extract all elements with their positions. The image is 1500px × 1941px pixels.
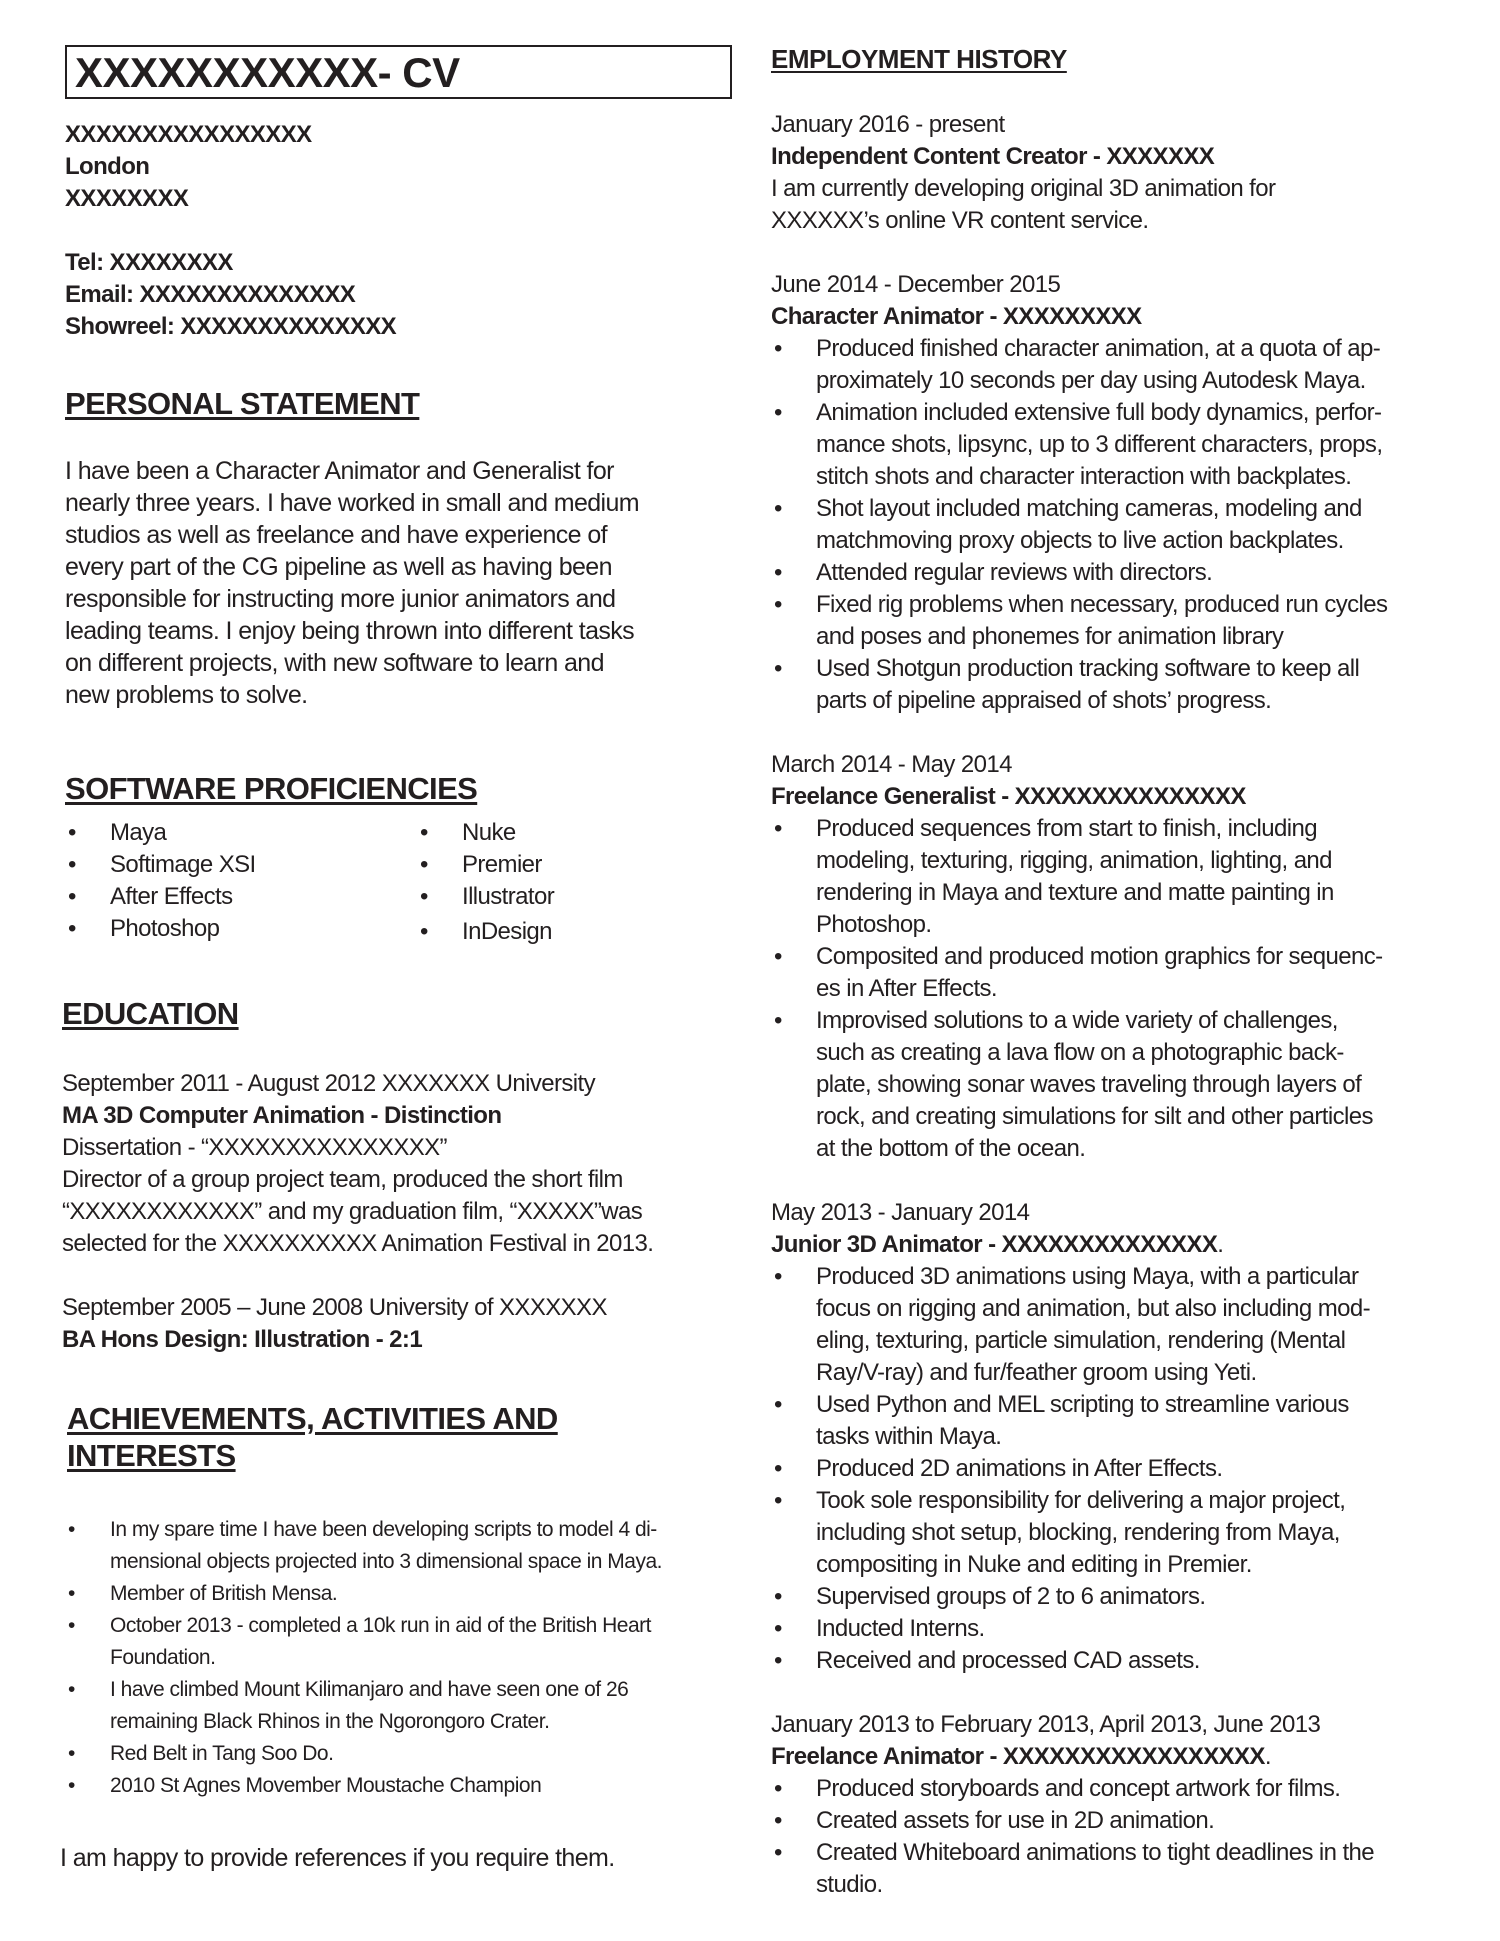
job-bullet-text: including shot setup, blocking, rendering from Maya,	[816, 1519, 1340, 1546]
job-bullet-text: rendering in Maya and texture and matte painting in	[816, 879, 1334, 906]
job-title: Character Animator - XXXXXXXXX	[771, 303, 1142, 330]
achievement-text: Foundation.	[110, 1646, 216, 1669]
bullet-icon: •	[68, 851, 76, 878]
achievement-item	[65, 1674, 662, 1738]
job-dates: March 2014 - May 2014	[771, 751, 1012, 778]
bullet-icon: •	[774, 1455, 782, 1482]
achievement-item	[65, 1610, 662, 1674]
education-degree: BA Hons Design: Illustration - 2:1	[62, 1326, 423, 1353]
statement-line: every part of the CG pipeline as well as having been	[65, 553, 612, 581]
software-name: Maya	[110, 819, 167, 846]
job-bullet-line	[771, 813, 1471, 845]
job-bullet-text: tasks within Maya.	[816, 1423, 1002, 1450]
section-heading: PERSONAL STATEMENT	[65, 386, 420, 421]
job-title: Junior 3D Animator - XXXXXXXXXXXXXX	[771, 1231, 1218, 1258]
education-dates: September 2005 – June 2008 University of XXXXXXX	[62, 1294, 607, 1321]
achievements-list	[65, 1514, 662, 1802]
job-bullet-text: Produced 2D animations in After Effects.	[816, 1455, 1223, 1482]
education-detail: “XXXXXXXXXXXX” and my graduation film, “XXXXX”was	[62, 1198, 643, 1225]
statement-line: new problems to solve.	[65, 681, 308, 709]
job-bullet-text: Composited and produced motion graphics for sequenc-	[816, 943, 1383, 970]
job-bullet-text: Shot layout included matching cameras, modeling and	[816, 495, 1362, 522]
cv-title: XXXXXXXXXXX- CV	[75, 49, 460, 96]
job-bullet-text: stitch shots and character interaction with backplates.	[816, 463, 1352, 490]
employment-list	[771, 109, 1471, 1901]
job-entry	[771, 749, 1471, 1197]
bullet-icon: •	[774, 559, 782, 586]
bullet-icon: •	[774, 1583, 782, 1610]
job-entry	[771, 1197, 1471, 1709]
job-bullet-text: Created assets for use in 2D animation.	[816, 1807, 1215, 1834]
software-item	[417, 916, 554, 948]
software-item	[417, 817, 554, 849]
job-bullet-text: studio.	[816, 1871, 883, 1898]
section-heading: ACHIEVEMENTS, ACTIVITIES AND	[67, 1401, 558, 1436]
bullet-icon: •	[68, 819, 76, 846]
job-bullet-text: Used Python and MEL scripting to streamline various	[816, 1391, 1349, 1418]
job-title-line	[771, 781, 1471, 813]
achievement-line	[65, 1578, 662, 1610]
job-bullet-line	[771, 365, 1471, 397]
software-item	[417, 881, 554, 913]
achievement-item	[65, 1514, 662, 1578]
job-bullet-text: Improvised solutions to a wide variety of challenges,	[816, 1007, 1338, 1034]
achievement-text: mensional objects projected into 3 dimensional space in Maya.	[110, 1550, 662, 1573]
software-name: After Effects	[110, 883, 233, 910]
software-name: Photoshop	[110, 915, 220, 942]
bullet-icon: •	[774, 1807, 782, 1834]
software-name: InDesign	[462, 918, 552, 945]
contact-showreel: Showreel: XXXXXXXXXXXXXX	[65, 313, 397, 340]
job-bullet-text: mance shots, lipsync, up to 3 different characters, props,	[816, 431, 1383, 458]
bullet-icon: •	[774, 1263, 782, 1290]
cv-title-box	[65, 45, 732, 99]
job-bullet-line	[771, 1133, 1471, 1165]
job-bullet-line	[771, 1325, 1471, 1357]
section-heading: EDUCATION	[62, 996, 239, 1031]
job-bullet-text: Produced 3D animations using Maya, with a particular	[816, 1263, 1359, 1290]
achievement-line	[65, 1546, 662, 1578]
bullet-icon: •	[774, 1615, 782, 1642]
education-detail: selected for the XXXXXXXXXX Animation Festival in 2013.	[62, 1230, 654, 1257]
software-name: Premier	[462, 851, 542, 878]
achievement-line	[65, 1514, 662, 1546]
job-bullet-line	[771, 941, 1471, 973]
achievement-item	[65, 1770, 662, 1802]
achievement-line	[65, 1738, 662, 1770]
job-bullet-line	[771, 621, 1471, 653]
job-bullet-text: such as creating a lava flow on a photographic back-	[816, 1039, 1344, 1066]
software-item	[65, 849, 256, 881]
job-bullet-text: compositing in Nuke and editing in Premier.	[816, 1551, 1252, 1578]
software-section	[65, 770, 477, 808]
statement-line: nearly three years. I have worked in small and medium	[65, 489, 640, 517]
job-title: Independent Content Creator - XXXXXXX	[771, 143, 1215, 170]
job-bullet-text: Used Shotgun production tracking software to keep all	[816, 655, 1360, 682]
job-bullet-line	[771, 1421, 1471, 1453]
job-bullet-text: Created Whiteboard animations to tight deadlines in the	[816, 1839, 1375, 1866]
bullet-icon: •	[420, 851, 428, 878]
job-bullet-line	[771, 1485, 1471, 1517]
job-title-suffix: .	[1264, 1743, 1271, 1770]
job-bullet-text: and poses and phonemes for animation library	[816, 623, 1284, 650]
bullet-icon: •	[68, 1582, 75, 1605]
job-bullet-line	[771, 973, 1471, 1005]
achievement-item	[65, 1738, 662, 1770]
achievement-text: Red Belt in Tang Soo Do.	[110, 1742, 334, 1765]
job-bullet-line	[771, 1037, 1471, 1069]
job-bullet-text: Produced storyboards and concept artwork for films.	[816, 1775, 1341, 1802]
job-bullet-line	[771, 1101, 1471, 1133]
bullet-icon: •	[774, 591, 782, 618]
software-item	[65, 881, 256, 913]
achievement-text: October 2013 - completed a 10k run in aid of the British Heart	[110, 1614, 651, 1637]
statement-line: studios as well as freelance and have experience of	[65, 521, 607, 549]
job-description: XXXXXX’s online VR content service.	[771, 207, 1149, 234]
bullet-icon: •	[68, 915, 76, 942]
software-name: Nuke	[462, 819, 516, 846]
achievement-line	[65, 1642, 662, 1674]
education-detail: Director of a group project team, produced the short film	[62, 1166, 623, 1193]
job-bullet-text: Took sole responsibility for delivering a major project,	[816, 1487, 1346, 1514]
education-entries	[62, 1068, 653, 1356]
job-bullet-line	[771, 557, 1471, 589]
job-bullet-line	[771, 1869, 1471, 1901]
software-name: Softimage XSI	[110, 851, 256, 878]
job-bullet-text: es in After Effects.	[816, 975, 997, 1002]
bullet-icon: •	[774, 655, 782, 682]
software-item	[65, 913, 256, 945]
job-bullet-text: Produced finished character animation, at a quota of ap-	[816, 335, 1381, 362]
software-name: Illustrator	[462, 883, 555, 910]
contact-email: Email: XXXXXXXXXXXXXX	[65, 281, 356, 308]
job-bullet-line	[771, 1613, 1471, 1645]
job-title-suffix: .	[1217, 1231, 1224, 1258]
job-bullet-text: eling, texturing, particle simulation, rendering (Mental	[816, 1327, 1346, 1354]
software-list	[65, 817, 735, 947]
spacer	[771, 717, 1471, 749]
address-line: XXXXXXXXXXXXXXXX	[65, 121, 312, 148]
job-bullet-text: Fixed rig problems when necessary, produced run cycles	[816, 591, 1388, 618]
bullet-icon: •	[68, 1774, 75, 1797]
bullet-icon: •	[68, 1678, 75, 1701]
achievement-item	[65, 1578, 662, 1610]
references-note: I am happy to provide references if you require them.	[60, 1844, 615, 1872]
achievements-section	[67, 1400, 558, 1474]
job-dates: January 2013 to February 2013, April 2013, June 2013	[771, 1711, 1321, 1738]
job-bullet-line	[771, 461, 1471, 493]
job-title-line	[771, 1741, 1471, 1773]
achievement-line	[65, 1770, 662, 1802]
bullet-icon: •	[68, 1518, 75, 1541]
job-bullet-text: Received and processed CAD assets.	[816, 1647, 1200, 1674]
job-entry	[771, 109, 1471, 269]
address-line: XXXXXXXX	[65, 185, 189, 212]
job-title-line	[771, 301, 1471, 333]
bullet-icon: •	[774, 943, 782, 970]
address-line: London	[65, 153, 150, 180]
job-bullet-text: Attended regular reviews with directors.	[816, 559, 1213, 586]
job-bullet-line	[771, 685, 1471, 717]
job-bullet-text: modeling, texturing, rigging, animation, lighting, and	[816, 847, 1332, 874]
bullet-icon: •	[68, 1614, 75, 1637]
bullet-icon: •	[774, 815, 782, 842]
education-degree: MA 3D Computer Animation - Distinction	[62, 1102, 502, 1129]
statement-line: responsible for instructing more junior animators and	[65, 585, 616, 613]
job-bullet-text: parts of pipeline appraised of shots’ progress.	[816, 687, 1272, 714]
employment-section	[771, 42, 1067, 76]
achievement-text: remaining Black Rhinos in the Ngorongoro Crater.	[110, 1710, 550, 1733]
bullet-icon: •	[420, 918, 428, 945]
job-bullet-text: focus on rigging and animation, but also including mod-	[816, 1295, 1371, 1322]
job-dates: May 2013 - January 2014	[771, 1199, 1030, 1226]
section-heading: SOFTWARE PROFICIENCIES	[65, 771, 478, 806]
job-bullet-line	[771, 845, 1471, 877]
job-bullet-line	[771, 1549, 1471, 1581]
job-bullet-line	[771, 877, 1471, 909]
job-bullet-text: at the bottom of the ocean.	[816, 1135, 1086, 1162]
bullet-icon: •	[774, 1007, 782, 1034]
job-bullet-line	[771, 1357, 1471, 1389]
job-bullet-line	[771, 1645, 1471, 1677]
job-bullet-line	[771, 1837, 1471, 1869]
spacer	[771, 1677, 1471, 1709]
job-bullet-line	[771, 1805, 1471, 1837]
spacer	[771, 1165, 1471, 1197]
achievement-text: I have climbed Mount Kilimanjaro and have seen one of 26	[110, 1678, 629, 1701]
bullet-icon: •	[774, 1391, 782, 1418]
personal-statement-section	[65, 385, 419, 423]
job-bullet-line	[771, 1773, 1471, 1805]
job-bullet-line	[771, 1517, 1471, 1549]
job-bullet-line	[771, 397, 1471, 429]
job-title: Freelance Generalist - XXXXXXXXXXXXXXX	[771, 783, 1246, 810]
bullet-icon: •	[774, 335, 782, 362]
job-dates: June 2014 - December 2015	[771, 271, 1061, 298]
job-bullet-text: Ray/V-ray) and fur/feather groom using Yeti.	[816, 1359, 1257, 1386]
bullet-icon: •	[774, 1647, 782, 1674]
job-description: I am currently developing original 3D animation for	[771, 175, 1276, 202]
job-bullet-text: Supervised groups of 2 to 6 animators.	[816, 1583, 1206, 1610]
contact-tel: Tel: XXXXXXXX	[65, 249, 233, 276]
job-bullet-line	[771, 909, 1471, 941]
job-bullet-text: plate, showing sonar waves traveling through layers of	[816, 1071, 1362, 1098]
bullet-icon: •	[774, 399, 782, 426]
job-bullet-text: matchmoving proxy objects to live action backplates.	[816, 527, 1344, 554]
achievement-text: In my spare time I have been developing scripts to model 4 di-	[110, 1518, 657, 1541]
personal-statement-text	[65, 455, 639, 711]
achievement-text: 2010 St Agnes Movember Moustache Champion	[110, 1774, 542, 1797]
job-bullet-text: Produced sequences from start to finish, including	[816, 815, 1317, 842]
spacer	[771, 237, 1471, 269]
job-dates: January 2016 - present	[771, 111, 1005, 138]
job-title-line	[771, 1229, 1471, 1261]
software-item	[65, 817, 256, 849]
bullet-icon: •	[68, 883, 76, 910]
contact-block	[65, 119, 396, 343]
achievement-line	[65, 1706, 662, 1738]
bullet-icon: •	[774, 1487, 782, 1514]
bullet-icon: •	[774, 495, 782, 522]
job-bullet-line	[771, 1453, 1471, 1485]
bullet-icon: •	[420, 883, 428, 910]
job-bullet-text: Animation included extensive full body dynamics, perfor-	[816, 399, 1382, 426]
job-bullet-line	[771, 1389, 1471, 1421]
job-bullet-line	[771, 1069, 1471, 1101]
job-entry	[771, 269, 1471, 749]
job-title-line	[771, 141, 1471, 173]
job-bullet-line	[771, 525, 1471, 557]
statement-line: on different projects, with new software to learn and	[65, 649, 604, 677]
job-bullet-line	[771, 1005, 1471, 1037]
job-bullet-line	[771, 333, 1471, 365]
bullet-icon: •	[774, 1839, 782, 1866]
job-bullet-line	[771, 653, 1471, 685]
section-heading: INTERESTS	[67, 1438, 236, 1473]
job-bullet-line	[771, 1581, 1471, 1613]
achievement-line	[65, 1610, 662, 1642]
job-bullet-text: proximately 10 seconds per day using Autodesk Maya.	[816, 367, 1366, 394]
statement-line: I have been a Character Animator and Generalist for	[65, 457, 614, 485]
bullet-icon: •	[68, 1742, 75, 1765]
job-bullet-text: Inducted Interns.	[816, 1615, 985, 1642]
bullet-icon: •	[774, 1775, 782, 1802]
job-bullet-line	[771, 589, 1471, 621]
job-bullet-line	[771, 1261, 1471, 1293]
education-section	[62, 995, 239, 1033]
job-entry	[771, 1709, 1471, 1901]
section-heading: EMPLOYMENT HISTORY	[771, 44, 1067, 74]
achievement-line	[65, 1674, 662, 1706]
job-bullet-line	[771, 1293, 1471, 1325]
software-item	[417, 849, 554, 881]
job-bullet-line	[771, 429, 1471, 461]
job-title: Freelance Animator - XXXXXXXXXXXXXXXXX	[771, 1743, 1265, 1770]
job-bullet-text: Photoshop.	[816, 911, 932, 938]
statement-line: leading teams. I enjoy being thrown into different tasks	[65, 617, 635, 645]
job-bullet-text: rock, and creating simulations for silt and other particles	[816, 1103, 1373, 1130]
achievement-text: Member of British Mensa.	[110, 1582, 338, 1605]
job-bullet-line	[771, 493, 1471, 525]
education-dates: September 2011 - August 2012 XXXXXXX University	[62, 1070, 595, 1097]
bullet-icon: •	[420, 819, 428, 846]
education-detail: Dissertation - “XXXXXXXXXXXXXXX”	[62, 1134, 447, 1161]
